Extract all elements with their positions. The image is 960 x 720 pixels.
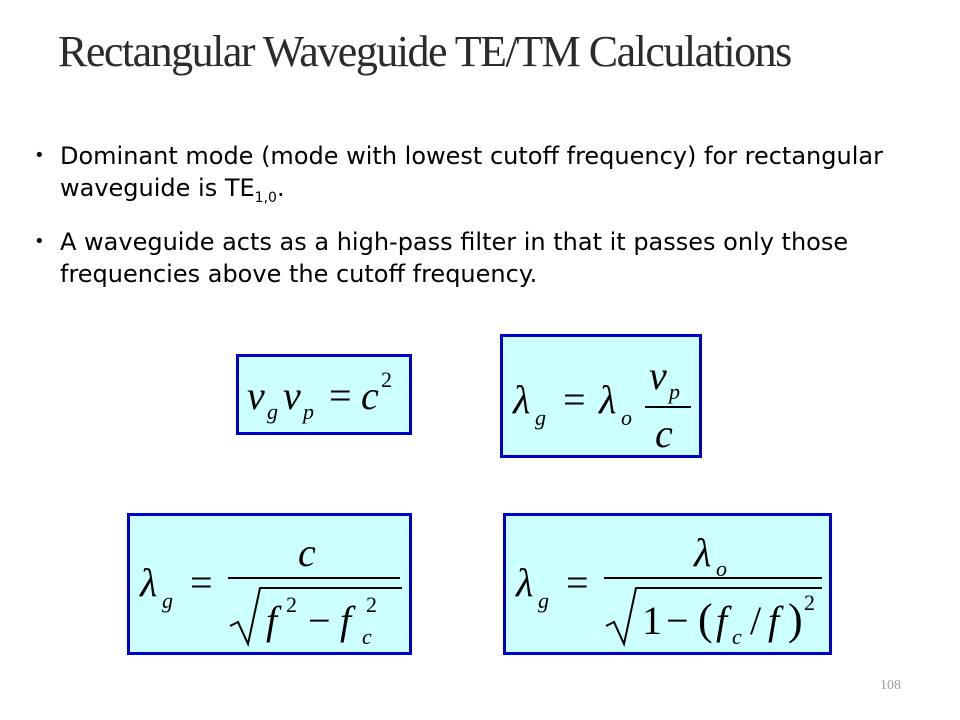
mode-subscript: 1,0 xyxy=(254,189,277,206)
bullet-item-dominant-mode xyxy=(34,140,914,214)
svg-text:=: = xyxy=(190,560,213,605)
svg-text:=: = xyxy=(563,377,586,422)
svg-text:g: g xyxy=(162,588,173,613)
svg-text:(: ( xyxy=(698,595,713,644)
svg-text:λ: λ xyxy=(513,377,531,422)
bullet-marker: • xyxy=(34,145,45,166)
bullet-text: A waveguide acts as a high-pass filter in that it passes only those frequencies above the cutoff frequency. xyxy=(60,227,849,288)
bullet-marker: • xyxy=(34,230,45,252)
svg-text:c: c xyxy=(732,624,742,649)
equation-group-phase-velocity xyxy=(236,354,412,435)
svg-text:λ: λ xyxy=(516,560,534,605)
svg-text:2: 2 xyxy=(366,592,377,617)
svg-text:1: 1 xyxy=(642,598,662,643)
svg-text:−: − xyxy=(308,598,331,643)
svg-text:g: g xyxy=(267,399,278,424)
svg-text:c: c xyxy=(361,373,379,418)
bullet-list xyxy=(34,140,914,302)
svg-text:2: 2 xyxy=(804,590,815,615)
svg-text:f: f xyxy=(340,598,352,643)
svg-text:f: f xyxy=(716,598,728,643)
equation-guide-wavelength-ratio xyxy=(503,513,832,655)
svg-text:v: v xyxy=(649,353,667,398)
svg-text:c: c xyxy=(298,530,316,575)
svg-text:v: v xyxy=(283,373,301,418)
svg-text:/: / xyxy=(750,598,762,643)
svg-text:λ: λ xyxy=(694,530,712,575)
slide-title: Rectangular Waveguide TE/TM Calculations xyxy=(58,27,791,76)
svg-text:): ) xyxy=(788,595,803,644)
equation-guide-wavelength-velocity xyxy=(500,334,702,458)
svg-text:f: f xyxy=(768,598,780,643)
svg-text:λ: λ xyxy=(599,377,617,422)
svg-text:c: c xyxy=(655,411,673,455)
svg-text:c: c xyxy=(362,624,372,649)
page-number: 108 xyxy=(880,678,901,693)
svg-text:o: o xyxy=(716,556,727,581)
svg-text:2: 2 xyxy=(286,592,297,617)
svg-text:−: − xyxy=(666,598,689,643)
svg-text:g: g xyxy=(535,405,546,430)
svg-text:v: v xyxy=(247,373,265,418)
bullet-item-high-pass xyxy=(34,226,914,290)
svg-text:p: p xyxy=(669,379,680,404)
svg-text:λ: λ xyxy=(140,560,158,605)
svg-text:g: g xyxy=(538,588,549,613)
svg-text:o: o xyxy=(621,405,632,430)
equation-guide-wavelength-frequency xyxy=(127,513,412,655)
svg-text:2: 2 xyxy=(381,367,392,392)
svg-text:=: = xyxy=(566,560,589,605)
svg-text:f: f xyxy=(266,598,278,643)
svg-text:=: = xyxy=(329,373,352,418)
bullet-suffix: . xyxy=(276,174,285,202)
svg-text:p: p xyxy=(303,399,314,424)
bullet-text: Dominant mode (mode with lowest cutoff frequency) for rectangular waveguide is TE xyxy=(60,142,883,202)
